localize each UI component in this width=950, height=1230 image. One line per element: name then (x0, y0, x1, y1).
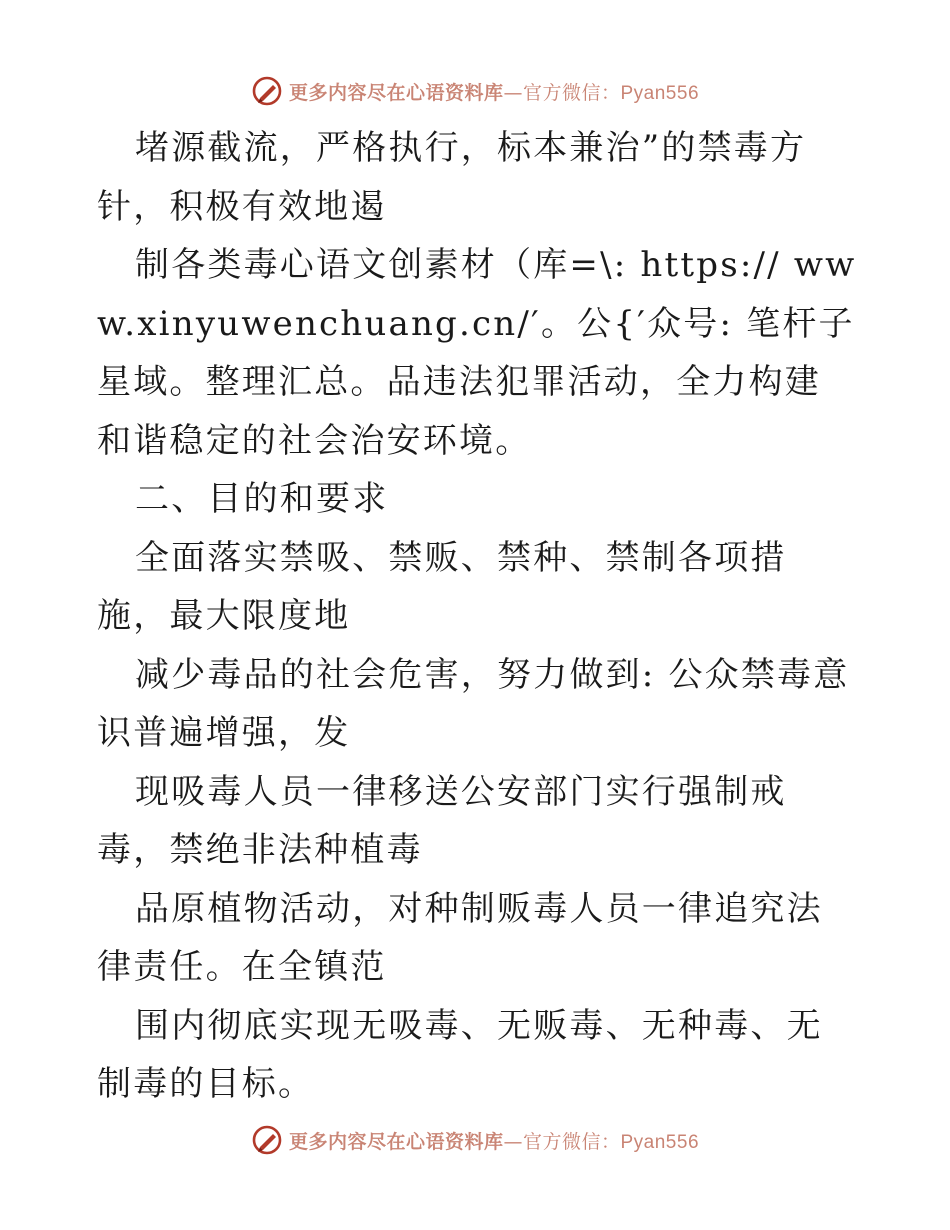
watermark-official: 官方微信： (522, 81, 621, 104)
footer-watermark (0, 1120, 950, 1160)
watermark-main: 更多内容尽在心语资料库 (288, 1130, 504, 1153)
paragraph-4: 减少毒品的社会危害，努力做到: 公众禁毒意识普遍增强，发 (97, 654, 850, 753)
paragraph-2: 制各类毒心语文创素材（库=\: https:// www.xinyuwenchuang.cn/′。公{′众号: 笔杆子星域。整理汇总。品违法犯罪活动，全力构建和谐稳定的社会治安环境。 (97, 245, 857, 461)
watermark-dash: — (503, 1130, 523, 1153)
watermark-id: Pyan556 (620, 1131, 700, 1153)
paragraph-7: 围内彻底实现无吸毒、无贩毒、无种毒、无制毒的目标。 (97, 1005, 823, 1104)
paragraph-1: 堵源截流，严格执行，标本兼治”的禁毒方针，积极有效地遏 (97, 128, 807, 227)
watermark-text (289, 78, 699, 105)
section-heading: 二、目的和要求 (135, 479, 389, 519)
watermark-official: 官方微信： (522, 1130, 621, 1153)
paragraph-5: 现吸毒人员一律移送公安部门实行强制戒毒，禁绝非法种植毒 (97, 771, 787, 870)
watermark-id: Pyan556 (620, 82, 700, 104)
watermark-main: 更多内容尽在心语资料库 (288, 81, 504, 104)
pen-logo-icon (251, 1124, 283, 1156)
document-body (97, 119, 857, 1114)
pen-logo-icon (251, 75, 283, 107)
watermark-dash: — (503, 81, 523, 104)
watermark-text (289, 1127, 699, 1154)
header-watermark (0, 71, 950, 111)
paragraph-6: 品原植物活动，对种制贩毒人员一律追究法律责任。在全镇范 (97, 888, 823, 987)
paragraph-3: 全面落实禁吸、禁贩、禁种、禁制各项措施，最大限度地 (97, 537, 787, 636)
